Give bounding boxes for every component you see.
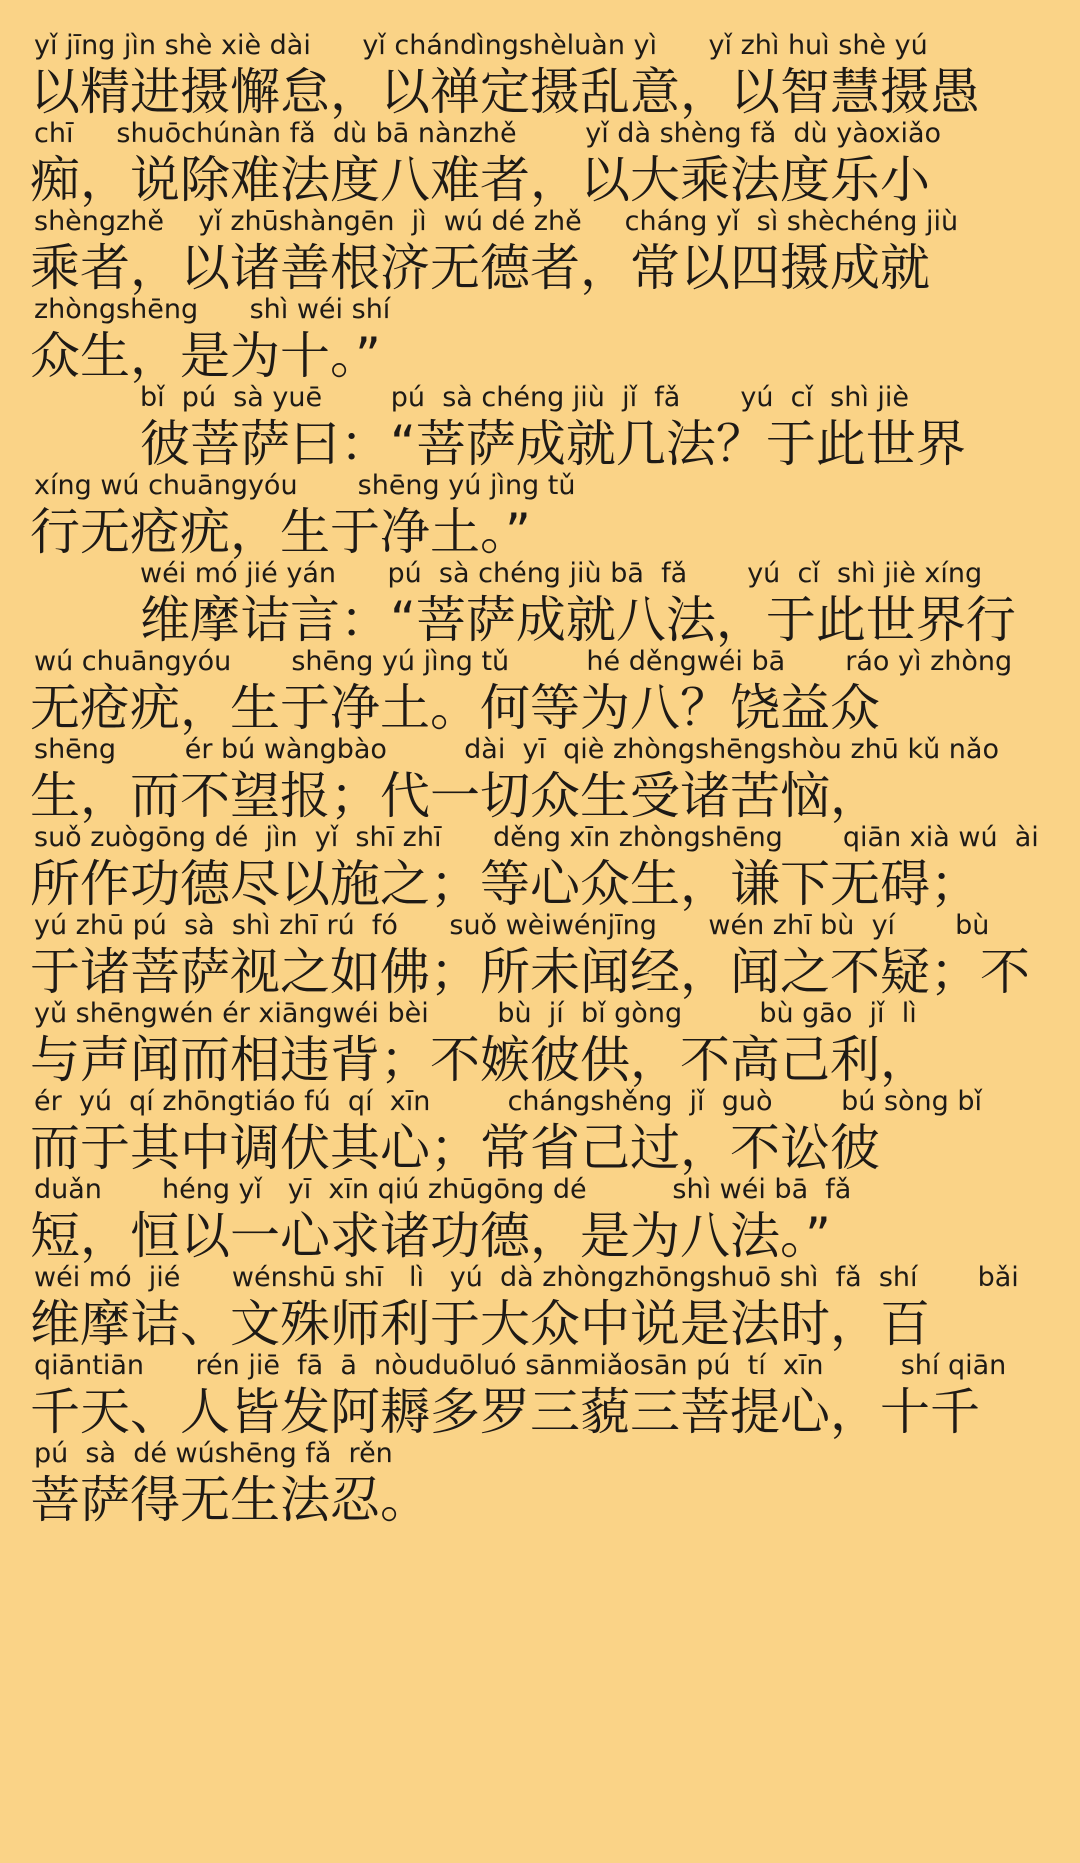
hanzi-line: 菩萨得无生法忍。 <box>30 1471 430 1529</box>
hanzi-line: 彼菩萨曰：“菩萨成就几法？于此世界 <box>140 415 966 473</box>
pinyin-line: qiāntiān rén jiē fā ā nòuduōluó sānmiǎosān pú tí xīn shí qiān <box>34 1350 1007 1381</box>
pinyin-line: suǒ zuògōng dé jìn yǐ shī zhī děng xīn zhòngshēng qiān xià wú ài <box>34 822 1039 853</box>
hanzi-line: 所作功德尽以施之；等心众生，谦下无碍； <box>30 855 980 913</box>
hanzi-line: 乘者，以诸善根济无德者，常以四摄成就 <box>30 239 930 297</box>
pinyin-line: chī shuōchúnàn fǎ dù bā nànzhě yǐ dà shèng fǎ dù yàoxiǎo <box>34 118 942 149</box>
hanzi-line: 于诸菩萨视之如佛；所未闻经，闻之不疑；不 <box>30 943 1030 1001</box>
pinyin-line: shēng ér bú wàngbào dài yī qiè zhòngshēngshòu zhū kǔ nǎo <box>34 734 999 765</box>
pinyin-line: zhòngshēng shì wéi shí <box>34 294 391 325</box>
pinyin-line: bǐ pú sà yuē pú sà chéng jiù jǐ fǎ yú cǐ shì jiè <box>140 382 910 413</box>
hanzi-line: 维摩诘、文殊师利于大众中说是法时，百 <box>30 1295 930 1353</box>
hanzi-line: 生，而不望报；代一切众生受诸苦恼， <box>30 767 880 825</box>
hanzi-line: 维摩诘言：“菩萨成就八法，于此世界行 <box>140 591 1016 649</box>
hanzi-line: 短，恒以一心求诸功德，是为八法。” <box>30 1207 831 1265</box>
pinyin-line: wéi mó jié yán pú sà chéng jiù bā fǎ yú cǐ shì jiè xíng <box>140 558 983 589</box>
hanzi-line: 以精进摄懈怠，以禅定摄乱意，以智慧摄愚 <box>30 63 980 121</box>
pinyin-line: yǔ shēngwén ér xiāngwéi bèi bù jí bǐ gòng bù gāo jǐ lì <box>34 998 917 1029</box>
hanzi-line: 千天、人皆发阿耨多罗三藐三菩提心，十千 <box>30 1383 980 1441</box>
pinyin-line: xíng wú chuāngyóu shēng yú jìng tǔ <box>34 470 576 501</box>
pinyin-line: duǎn héng yǐ yī xīn qiú zhūgōng dé shì wéi bā fǎ <box>34 1174 852 1205</box>
hanzi-line: 痴，说除难法度八难者，以大乘法度乐小 <box>30 151 930 209</box>
hanzi-line: 无疮疣，生于净土。何等为八？饶益众 <box>30 679 880 737</box>
pinyin-line: ér yú qí zhōngtiáo fú qí xīn chángshěng jǐ guò bú sòng bǐ <box>34 1086 983 1117</box>
hanzi-line: 众生，是为十。” <box>30 327 381 385</box>
hanzi-line: 行无疮疣，生于净土。” <box>30 503 531 561</box>
pinyin-line: shèngzhě yǐ zhūshàngēn jì wú dé zhě cháng yǐ sì shèchéng jiù <box>34 206 959 237</box>
pinyin-line: wéi mó jié wénshū shī lì yú dà zhòngzhōngshuō shì fǎ shí bǎi <box>34 1262 1019 1293</box>
pinyin-line: yú zhū pú sà shì zhī rú fó suǒ wèiwénjīng wén zhī bù yí bù <box>34 910 990 941</box>
hanzi-line: 而于其中调伏其心；常省己过，不讼彼 <box>30 1119 880 1177</box>
hanzi-line: 与声闻而相违背；不嫉彼供，不高己利， <box>30 1031 930 1089</box>
pinyin-line: pú sà dé wúshēng fǎ rěn <box>34 1438 393 1469</box>
pinyin-line: yǐ jīng jìn shè xiè dài yǐ chándìngshèluàn yì yǐ zhì huì shè yú <box>34 30 928 61</box>
pinyin-line: wú chuāngyóu shēng yú jìng tǔ hé děngwéi bā ráo yì zhòng <box>34 646 1013 677</box>
